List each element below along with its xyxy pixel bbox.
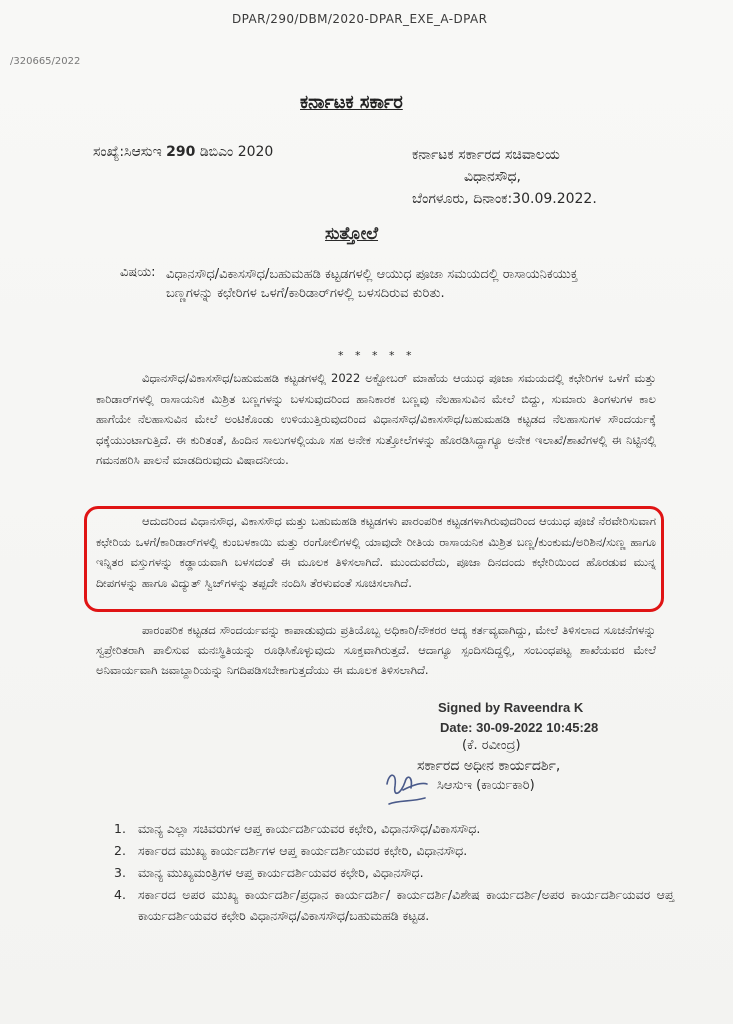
distribution-item: [114, 818, 674, 839]
issuing-office-date: ಬೆಂಗಳೂರು, ದಿನಾಂಕ:30.09.2022.: [412, 191, 597, 207]
circular-title: ಸುತ್ತೋಲೆ: [325, 224, 379, 244]
order-number: [93, 144, 273, 160]
distribution-item-text: ಸರ್ಕಾರದ ಅಪರ ಮುಖ್ಯ ಕಾರ್ಯದರ್ಶಿ/ಪ್ರಧಾನ ಕಾರ್ಯದರ್ಶಿ/ ಕಾರ್ಯದರ್ಶಿ/ವಿಶೇಷ ಕಾರ್ಯದರ್ಶಿ/ಅಪರ ಕಾರ್ಯದರ್ಶಿಯವರ ಆಪ್ತ ಕಾರ್ಯದರ್ಶಿಯವರ ಕಛೇರಿ ವಿಧಾನಸೌಧ/ವಿಕಾಸಸೌಧ/ಬಹುಮಹಡಿ ಕಟ್ಟಡ.: [138, 887, 674, 923]
distribution-item-number: 3.: [114, 865, 126, 880]
signatory-department: ಸಿಆಸುಇ (ಕಾರ್ಯಕಾರಿ): [437, 778, 535, 793]
order-number-value: 290: [166, 144, 196, 160]
reference-number: DPAR/290/DBM/2020-DPAR_EXE_A-DPAR: [232, 12, 488, 26]
issuing-office-line2: ವಿಧಾನಸೌಧ,: [464, 169, 521, 185]
issuing-office: [412, 144, 672, 210]
paragraph-2-highlighted: ಆದುದರಿಂದ ವಿಧಾನಸೌಧ, ವಿಕಾಸಸೌಧ ಮತ್ತು ಬಹುಮಹಡಿ ಕಟ್ಟಡಗಳು ಪಾರಂಪರಿಕ ಕಟ್ಟಡಗಳಾಗಿರುವುದರಿಂದ ಆಯುಧ ಪೂಜೆ ನೆರವೇರಿಸುವಾಗ ಕಛೇರಿಯ ಒಳಗೆ/ಕಾರಿಡಾರ್‌ಗಳಲ್ಲಿ ಕುಂಬಳಕಾಯಿ ಮತ್ತು ರಂಗೋಲಿಗಳಲ್ಲಿ ಯಾವುದೇ ರೀತಿಯ ರಾಸಾಯನಿಕ ಮಿಶ್ರಿತ ಬಣ್ಣ/ಕುಂಕುಮ/ಅರಿಶಿನ/ಸುಣ್ಣ ಹಾಗೂ ಇನ್ನಿತರ ವಸ್ತುಗಳನ್ನು ಕಡ್ಡಾಯವಾಗಿ ಬಳಸದಂತೆ ಈ ಮೂಲಕ ತಿಳಿಸಲಾಗಿದೆ. ಮುಂದುವರೆದು, ಪೂಜಾ ದಿನದಂದು ಕಛೇರಿಯಿಂದ ಹೊರಡುವ ಮುನ್ನ ದೀಪಗಳನ್ನು ಹಾಗೂ ವಿದ್ಯುತ್ ಸ್ವಿಚ್‌ಗಳನ್ನು ತಪ್ಪದೇ ನಂದಿಸಿ ತೆರಳುವಂತೆ ಸೂಚಿಸಲಾಗಿದೆ.: [96, 514, 656, 590]
red-highlight-box: [84, 506, 664, 612]
distribution-item: [114, 840, 674, 861]
distribution-item-text: ಸರ್ಕಾರದ ಮುಖ್ಯ ಕಾರ್ಯದರ್ಶಿಗಳ ಆಪ್ತ ಕಾರ್ಯದರ್ಶಿಯವರ ಕಛೇರಿ, ವಿಧಾನಸೌಧ.: [138, 843, 468, 858]
distribution-item-text: ಮಾನ್ಯ ಮುಖ್ಯಮಂತ್ರಿಗಳ ಆಪ್ತ ಕಾರ್ಯದರ್ಶಿಯವರ ಕಛೇರಿ, ವಿಧಾನಸೌಧ.: [138, 865, 424, 880]
file-number: /320665/2022: [10, 56, 81, 67]
distribution-item-number: 4.: [114, 887, 126, 902]
signatory-designation: ಸರ್ಕಾರದ ಅಧೀನ ಕಾರ್ಯದರ್ಶಿ,: [417, 758, 561, 774]
separator: * * * * *: [338, 349, 416, 362]
handwritten-initials-icon: [381, 764, 431, 810]
digital-signature-date: Date: 30-09-2022 10:45:28: [440, 720, 599, 735]
subject-label: ವಿಷಯ:: [120, 265, 156, 280]
signatory-name: (ಕೆ. ರವೀಂದ್ರ): [462, 738, 521, 753]
subject-text: ವಿಧಾನಸೌಧ/ವಿಕಾಸಸೌಧ/ಬಹುಮಹಡಿ ಕಟ್ಟಡಗಳಲ್ಲಿ ಆಯುಧ ಪೂಜಾ ಸಮಯದಲ್ಲಿ ರಾಸಾಯನಿಕಯುಕ್ತ ಬಣ್ಣಗಳನ್ನು ಕಛೇರಿಗಳ ಒಳಗೆ/ಕಾರಿಡಾರ್‌ಗಳಲ್ಲಿ ಬಳಸದಿರುವ ಕುರಿತು.: [166, 267, 578, 301]
issuing-office-line1: ಕರ್ನಾಟಕ ಸರ್ಕಾರದ ಸಚಿವಾಲಯ: [412, 147, 560, 163]
order-number-suffix: ಡಿಬಿಎಂ 2020: [195, 144, 274, 160]
distribution-item-number: 1.: [114, 821, 126, 836]
distribution-item-number: 2.: [114, 843, 126, 858]
order-number-prefix: ಸಂಖ್ಯೆ:ಸಿಆಸುಇ: [93, 144, 167, 160]
distribution-item: [114, 862, 674, 883]
paragraph-3: ಪಾರಂಪರಿಕ ಕಟ್ಟಡದ ಸೌಂದರ್ಯವನ್ನು ಕಾಪಾಡುವುದು ಪ್ರತಿಯೊಬ್ಬ ಅಧಿಕಾರಿ/ನೌಕರರ ಆದ್ಯ ಕರ್ತವ್ಯವಾಗಿದ್ದು, ಮೇಲೆ ತಿಳಿಸಲಾದ ಸೂಚನೆಗಳನ್ನು ಸ್ವಪ್ರೇರಿತರಾಗಿ ಪಾಲಿಸುವ ಮನಃಸ್ಥಿತಿಯನ್ನು ರೂಢಿಸಿಕೊಳ್ಳುವುದು ಸೂಕ್ತವಾಗಿರುತ್ತದೆ. ಆದಾಗ್ಯೂ ಸ್ಪಂದಿಸದಿದ್ದಲ್ಲಿ, ಸಂಬಂಧಪಟ್ಟ ಶಾಖೆಯವರ ಮೇಲೆ ಅನಿವಾರ್ಯವಾಗಿ ಜವಾಬ್ದಾರಿಯನ್ನು ನಿಗದಿಪಡಿಸಬೇಕಾಗುತ್ತದೆಯು ಈ ಮೂಲಕ ತಿಳಿಸಲಾಗಿದೆ.: [96, 623, 656, 677]
government-title: ಕರ್ನಾಟಕ ಸರ್ಕಾರ: [300, 92, 403, 113]
digital-signature-name: Signed by Raveendra K: [438, 700, 584, 715]
distribution-list: [114, 818, 674, 927]
distribution-item-text: ಮಾನ್ಯ ಎಲ್ಲಾ ಸಚಿವರುಗಳ ಆಪ್ತ ಕಾರ್ಯದರ್ಶಿಯವರ ಕಛೇರಿ, ವಿಧಾನಸೌಧ/ವಿಕಾಸಸೌಧ.: [138, 821, 481, 836]
distribution-item: [114, 884, 674, 926]
paragraph-1: ವಿಧಾನಸೌಧ/ವಿಕಾಸಸೌಧ/ಬಹುಮಹಡಿ ಕಟ್ಟಡಗಳಲ್ಲಿ 2022 ಅಕ್ಟೋಬರ್ ಮಾಹೆಯ ಆಯುಧ ಪೂಜಾ ಸಮಯದಲ್ಲಿ ಕಛೇರಿಗಳ ಒಳಗೆ ಮತ್ತು ಕಾರಿಡಾರ್‌ಗಳಲ್ಲಿ ರಾಸಾಯನಿಕ ಮಿಶ್ರಿತ ಬಣ್ಣಗಳನ್ನು ಬಳಸುವುದರಿಂದ ಹಾನಿಕಾರಕ ಬಣ್ಣವು ನೆಲಹಾಸುವಿನ ಮೇಲೆ ಬಿದ್ದು, ಸುಮಾರು ತಿಂಗಳುಗಳ ಕಾಲ ಹಾಗೆಯೇ ನೆಲಹಾಸುವಿನ ಮೇಲೆ ಅಂಟಿಕೊಂಡು ಉಳಿಯುತ್ತಿರುವುದರಿಂದ ವಿಧಾನಸೌಧ/ವಿಕಾಸಸೌಧ/ಬಹುಮಹಡಿ ಕಟ್ಟಡದ ನೆಲಹಾಸುಗಳ ಸೌಂದರ್ಯಕ್ಕೆ ಧಕ್ಕೆಯುಂಟಾಗುತ್ತಿದೆ. ಈ ಕುರಿತಂತೆ, ಹಿಂದಿನ ಸಾಲುಗಳಲ್ಲಿಯೂ ಸಹ ಅನೇಕ ಸುತ್ತೋಲೆಗಳನ್ನು ಹೊರಡಿಸಿದ್ದಾಗ್ಯೂ ಅನೇಕ ಇಲಾಖೆ/ಶಾಖೆಗಳಲ್ಲಿ ಈ ನಿಟ್ಟಿನಲ್ಲಿ ಗಮನಹರಿಸಿ ಪಾಲನೆ ಮಾಡದಿರುವುದು ವಿಷಾದನೀಯ.: [96, 371, 656, 467]
